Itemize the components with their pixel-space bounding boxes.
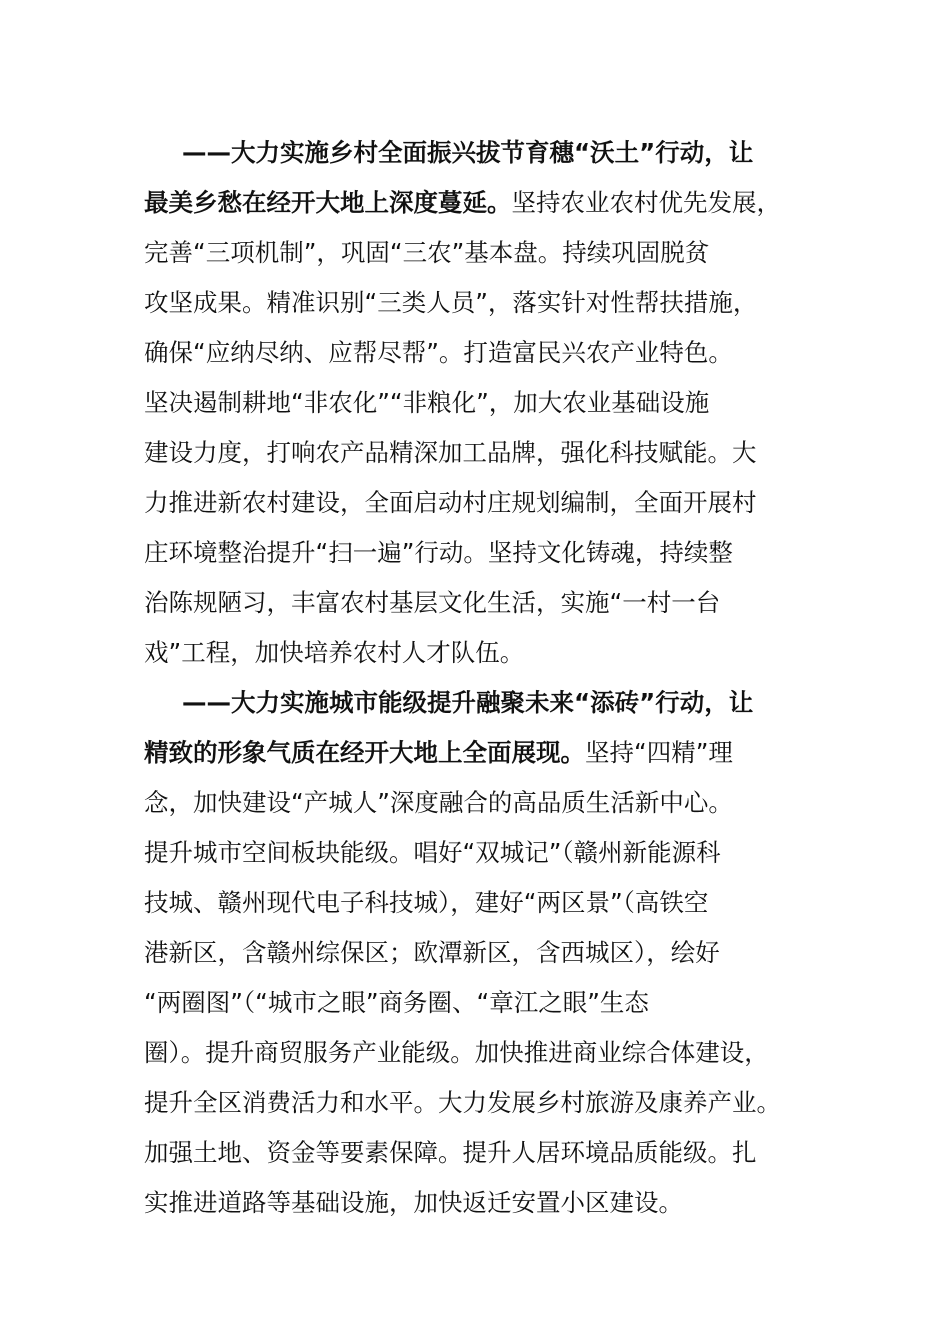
- paragraph-line: [144, 1028, 816, 1078]
- body-text: “两圈图”（“城市之眼”商务圈、“章江之眼”生态: [144, 988, 649, 1017]
- body-text: 治陈规陋习，丰富农村基层文化生活，实施“一村一台: [144, 588, 721, 617]
- paragraph-line: [144, 828, 816, 878]
- body-text: 坚持农业农村优先发展，: [511, 188, 781, 217]
- paragraph-line: [144, 128, 816, 178]
- body-text: 加强土地、资金等要素保障。提升人居环境品质能级。扎: [144, 1138, 757, 1167]
- paragraph-line: [144, 1178, 816, 1228]
- paragraph-line: [144, 1078, 816, 1128]
- bold-heading-text: ——大力实施城市能级提升融聚未来“添砖”行动，让: [182, 688, 754, 717]
- paragraph-line: [144, 428, 816, 478]
- paragraph-line: [144, 478, 816, 528]
- paragraph-line: [144, 778, 816, 828]
- paragraph-line: [144, 228, 816, 278]
- body-text: 攻坚成果。精准识别“三类人员”，落实针对性帮扶措施，: [144, 288, 758, 317]
- body-text: 提升城市空间板块能级。唱好“双城记”（赣州新能源科: [144, 838, 721, 867]
- body-text: 坚持“四精”理: [585, 738, 733, 767]
- body-text: 提升全区消费活力和水平。大力发展乡村旅游及康养产业。: [144, 1088, 781, 1117]
- body-text: 圈）。提升商贸服务产业能级。加快推进商业综合体建设，: [144, 1038, 769, 1067]
- bold-heading-text: ——大力实施乡村全面振兴拔节育穗“沃土”行动，让: [182, 138, 754, 167]
- paragraph-line: [144, 178, 816, 228]
- paragraph-line: [144, 678, 816, 728]
- body-text: 技城、赣州现代电子科技城），建好“两区景”（高铁空: [144, 888, 709, 917]
- paragraph-line: [144, 628, 816, 678]
- paragraph-line: [144, 278, 816, 328]
- body-text: 港新区，含赣州综保区；欧潭新区，含西城区），绘好: [144, 938, 720, 967]
- paragraph-line: [144, 728, 816, 778]
- paragraph-line: [144, 528, 816, 578]
- body-text: 坚决遏制耕地“非农化”“非粮化”，加大农业基础设施: [144, 388, 710, 417]
- body-text: 庄环境整治提升“扫一遍”行动。坚持文化铸魂，持续整: [144, 538, 733, 567]
- bold-heading-text: 最美乡愁在经开大地上深度蔓延。: [144, 188, 512, 217]
- paragraph-rural-revitalization: [144, 128, 816, 678]
- paragraph-line: [144, 928, 816, 978]
- paragraph-line: [144, 978, 816, 1028]
- paragraph-line: [144, 328, 816, 378]
- body-text: 力推进新农村建设，全面启动村庄规划编制，全面开展村: [144, 488, 757, 517]
- body-text: 建设力度，打响农产品精深加工品牌，强化科技赋能。大: [144, 438, 757, 467]
- body-text: 戏”工程，加快培养农村人才队伍。: [144, 638, 525, 667]
- paragraph-line: [144, 1128, 816, 1178]
- paragraph-line: [144, 378, 816, 428]
- paragraph-line: [144, 578, 816, 628]
- bold-heading-text: 精致的形象气质在经开大地上全面展现。: [144, 738, 585, 767]
- body-text: 念，加快建设“产城人”深度融合的高品质生活新中心。: [144, 788, 733, 817]
- body-text: 实推进道路等基础设施，加快返迁安置小区建设。: [144, 1188, 683, 1217]
- body-text: 完善“三项机制”，巩固“三农”基本盘。持续巩固脱贫: [144, 238, 710, 267]
- paragraph-line: [144, 878, 816, 928]
- body-text: 确保“应纳尽纳、应帮尽帮”。打造富民兴农产业特色。: [144, 338, 733, 367]
- paragraph-urban-upgrade: [144, 678, 816, 1228]
